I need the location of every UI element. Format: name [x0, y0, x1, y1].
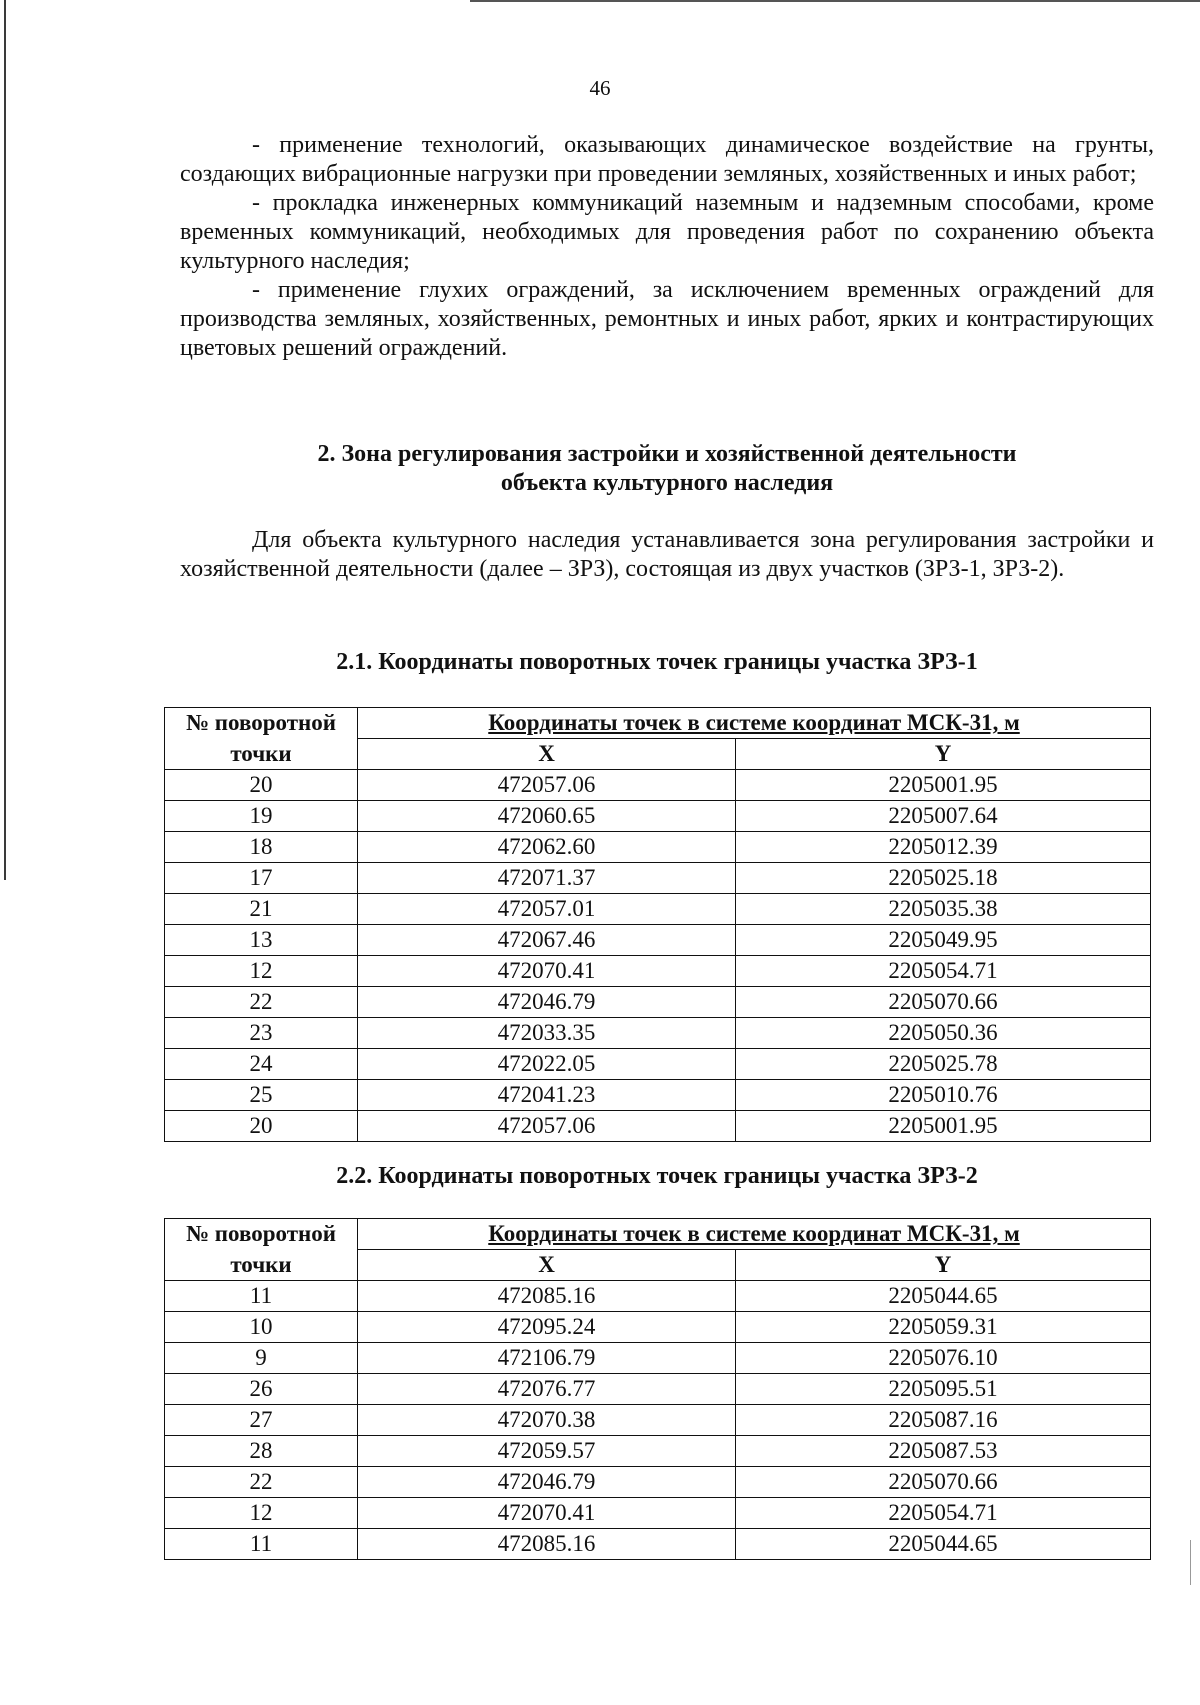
- header-coordinates-text: Координаты точек в системе координат МСК-31, м: [488, 1221, 1020, 1246]
- table-title: 2.1. Координаты поворотных точек границы участка ЗРЗ-1: [336, 649, 978, 675]
- cell-point-number: 28: [165, 1436, 358, 1467]
- cell-point-number: 18: [165, 832, 358, 863]
- table-row: [165, 1529, 1151, 1560]
- cell-x: 472057.06: [358, 770, 736, 801]
- cell-x: 472022.05: [358, 1049, 736, 1080]
- cell-point-number: 19: [165, 801, 358, 832]
- cell-y: 2205044.65: [736, 1529, 1151, 1560]
- cell-point-number: 17: [165, 863, 358, 894]
- cell-point-number: 26: [165, 1374, 358, 1405]
- list-item: - применение технологий, оказывающих динамическое воздействие на грунты, создающих вибрационные нагрузки при проведении земляных, хозяйственных и иных работ;: [180, 132, 1154, 187]
- cell-point-number: 11: [165, 1281, 358, 1312]
- cell-x: 472059.57: [358, 1436, 736, 1467]
- table-row: [165, 1281, 1151, 1312]
- cell-y: 2205007.64: [736, 801, 1151, 832]
- list-item: - прокладка инженерных коммуникаций наземным и надземным способами, кроме временных коммуникаций, необходимых для проведения работ по сохранению объекта культурного наследия;: [180, 190, 1154, 274]
- header-y: Y: [736, 1250, 1151, 1281]
- table-row: [165, 1080, 1151, 1111]
- cell-point-number: 25: [165, 1080, 358, 1111]
- header-point-number-line: № поворотной: [185, 710, 337, 736]
- restrictions-list: [180, 131, 1154, 363]
- cell-y: 2205050.36: [736, 1018, 1151, 1049]
- table-row: [165, 1049, 1151, 1080]
- intro-paragraph: Для объекта культурного наследия устанавливается зона регулирования застройки и хозяйственной деятельности (далее – ЗРЗ), состоящая из двух участков (ЗРЗ-1, ЗРЗ-2).: [180, 527, 1154, 582]
- cell-point-number: 23: [165, 1018, 358, 1049]
- cell-point-number: 9: [165, 1343, 358, 1374]
- cell-point-number: 27: [165, 1405, 358, 1436]
- cell-point-number: 24: [165, 1049, 358, 1080]
- cell-x: 472070.41: [358, 956, 736, 987]
- cell-x: 472071.37: [358, 863, 736, 894]
- table-row: [165, 894, 1151, 925]
- table-row: [165, 1498, 1151, 1529]
- header-point-number: [165, 1219, 358, 1250]
- cell-y: 2205070.66: [736, 987, 1151, 1018]
- table-row: [165, 956, 1151, 987]
- table-title: 2.2. Координаты поворотных точек границы участка ЗРЗ-2: [336, 1163, 978, 1189]
- cell-x: 472060.65: [358, 801, 736, 832]
- cell-point-number: 10: [165, 1312, 358, 1343]
- header-x: X: [358, 739, 736, 770]
- table-row: [165, 801, 1151, 832]
- cell-y: 2205010.76: [736, 1080, 1151, 1111]
- header-point-number-line: № поворотной: [185, 1221, 337, 1247]
- cell-y: 2205054.71: [736, 956, 1151, 987]
- coordinates-table-zrz1: [164, 707, 1151, 1142]
- cell-point-number: 12: [165, 956, 358, 987]
- table-row: [165, 1111, 1151, 1142]
- cell-y: 2205087.16: [736, 1405, 1151, 1436]
- cell-x: 472085.16: [358, 1281, 736, 1312]
- cell-x: 472057.06: [358, 1111, 736, 1142]
- cell-x: 472033.35: [358, 1018, 736, 1049]
- cell-point-number: 11: [165, 1529, 358, 1560]
- header-point-number-line: точки: [230, 1251, 292, 1277]
- header-coordinates: [358, 708, 1151, 739]
- table-row: [165, 1343, 1151, 1374]
- cell-x: 472070.41: [358, 1498, 736, 1529]
- table-row: [165, 1436, 1151, 1467]
- cell-y: 2205087.53: [736, 1436, 1151, 1467]
- header-point-number: [165, 708, 358, 739]
- table-row: [165, 1374, 1151, 1405]
- cell-point-number: 13: [165, 925, 358, 956]
- table-body: [165, 770, 1151, 1142]
- cell-point-number: 22: [165, 1467, 358, 1498]
- list-item: - применение глухих ограждений, за исключением временных ограждений для производства земляных, хозяйственных, ремонтных и иных работ, ярких и контрастирующих цветовых решений ограждений.: [180, 277, 1154, 361]
- cell-y: 2205044.65: [736, 1281, 1151, 1312]
- header-coordinates: [358, 1219, 1151, 1250]
- table-row: [165, 987, 1151, 1018]
- section-heading: [180, 440, 1154, 498]
- table-row: [165, 863, 1151, 894]
- cell-y: 2205059.31: [736, 1312, 1151, 1343]
- cell-y: 2205076.10: [736, 1343, 1151, 1374]
- cell-point-number: 20: [165, 1111, 358, 1142]
- cell-x: 472041.23: [358, 1080, 736, 1111]
- cell-y: 2205001.95: [736, 1111, 1151, 1142]
- header-coordinates-text: Координаты точек в системе координат МСК-31, м: [488, 710, 1020, 735]
- cell-x: 472106.79: [358, 1343, 736, 1374]
- cell-y: 2205049.95: [736, 925, 1151, 956]
- header-point-number-line: точки: [230, 740, 292, 766]
- cell-x: 472070.38: [358, 1405, 736, 1436]
- table-row: [165, 1405, 1151, 1436]
- cell-x: 472076.77: [358, 1374, 736, 1405]
- cell-point-number: 21: [165, 894, 358, 925]
- cell-y: 2205025.78: [736, 1049, 1151, 1080]
- cell-x: 472062.60: [358, 832, 736, 863]
- cell-y: 2205095.51: [736, 1374, 1151, 1405]
- cell-x: 472046.79: [358, 1467, 736, 1498]
- cell-y: 2205025.18: [736, 863, 1151, 894]
- scan-edge-left: [4, 0, 6, 880]
- cell-y: 2205001.95: [736, 770, 1151, 801]
- table-row: [165, 925, 1151, 956]
- cell-y: 2205012.39: [736, 832, 1151, 863]
- section-heading-line: объекта культурного наследия: [500, 470, 834, 496]
- table-row: [165, 832, 1151, 863]
- header-y: Y: [736, 739, 1151, 770]
- cell-point-number: 20: [165, 770, 358, 801]
- cell-x: 472085.16: [358, 1529, 736, 1560]
- cell-point-number: 22: [165, 987, 358, 1018]
- cell-point-number: 12: [165, 1498, 358, 1529]
- page-number: 46: [589, 76, 611, 100]
- cell-y: 2205035.38: [736, 894, 1151, 925]
- cell-x: 472067.46: [358, 925, 736, 956]
- coordinates-table-zrz2: [164, 1218, 1151, 1560]
- cell-x: 472057.01: [358, 894, 736, 925]
- table-row: [165, 1312, 1151, 1343]
- cell-y: 2205054.71: [736, 1498, 1151, 1529]
- table-row: [165, 1467, 1151, 1498]
- header-x: X: [358, 1250, 736, 1281]
- table-body: [165, 1281, 1151, 1560]
- header-point-number: [165, 739, 358, 770]
- table-row: [165, 770, 1151, 801]
- section-heading-line: 2. Зона регулирования застройки и хозяйственной деятельности: [317, 441, 1017, 467]
- scan-edge-right: [1190, 1540, 1191, 1585]
- cell-x: 472095.24: [358, 1312, 736, 1343]
- cell-y: 2205070.66: [736, 1467, 1151, 1498]
- scan-edge-top: [470, 0, 1200, 2]
- table-row: [165, 1018, 1151, 1049]
- header-point-number: [165, 1250, 358, 1281]
- cell-x: 472046.79: [358, 987, 736, 1018]
- intro-block: [180, 526, 1154, 584]
